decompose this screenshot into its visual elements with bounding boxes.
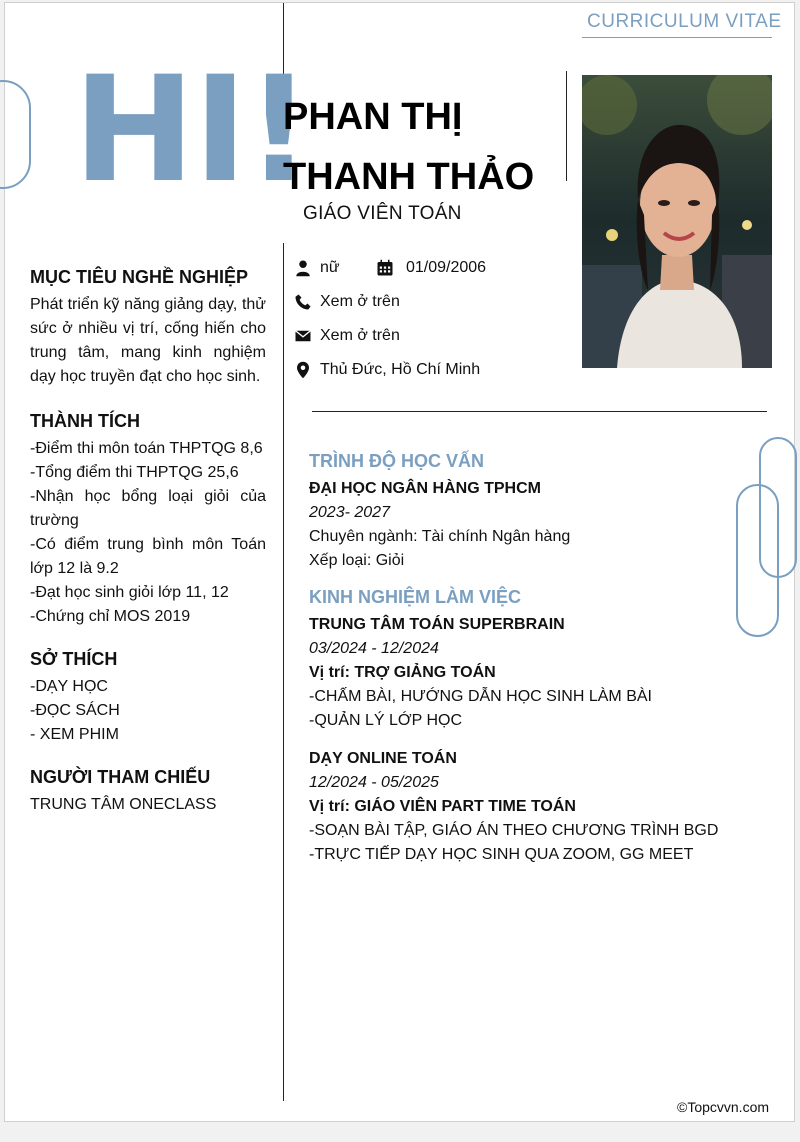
achievement-item: -Chứng chỉ MOS 2019 — [30, 608, 191, 625]
cv-label: CURRICULUM VITAE — [587, 11, 782, 32]
mail-icon — [294, 327, 312, 345]
achievement-item: -Đạt học sinh giỏi lớp 11, 12 — [30, 584, 229, 601]
location-pin-icon — [294, 361, 312, 379]
cv-label-underline — [582, 37, 772, 38]
email-value: Xem ở trên — [320, 327, 400, 344]
achievements-list — [30, 437, 266, 629]
footer-copyright: ©Topcvvn.com — [677, 1099, 770, 1115]
achievement-item: -Tổng điểm thi THPTQG 25,6 — [30, 464, 239, 481]
job-position: GIÁO VIÊN TOÁN — [303, 203, 462, 224]
achievements-title: THÀNH TÍCH — [30, 411, 140, 431]
job-company: DẠY ONLINE TOÁN — [309, 750, 457, 767]
experience-title: KINH NGHIỆM LÀM VIỆC — [309, 587, 522, 607]
job-task: -CHẤM BÀI, HƯỚNG DẪN HỌC SINH LÀM BÀI — [309, 688, 652, 705]
education-title: TRÌNH ĐỘ HỌC VẤN — [309, 451, 484, 471]
objective-title: MỤC TIÊU NGHỀ NGHIỆP — [30, 267, 249, 287]
decorative-clip-left — [0, 80, 31, 189]
references-text: TRUNG TÂM ONECLASS — [30, 796, 217, 813]
job-company: TRUNG TÂM TOÁN SUPERBRAIN — [309, 616, 565, 633]
job-task: -QUẢN LÝ LỚP HỌC — [309, 712, 463, 729]
hobby-item: -ĐỌC SÁCH — [30, 702, 120, 719]
contact-divider-line — [312, 411, 767, 412]
job-entry — [309, 613, 779, 733]
job-entry — [309, 747, 779, 867]
hobby-item: - XEM PHIM — [30, 726, 119, 743]
birthday-value: 01/09/2006 — [406, 259, 487, 276]
left-column — [30, 265, 266, 817]
achievement-item: -Điểm thi môn toán THPTQG 8,6 — [30, 440, 263, 457]
right-column — [309, 449, 779, 867]
address-value: Thủ Đức, Hồ Chí Minh — [320, 361, 481, 378]
job-task: -SOẠN BÀI TẬP, GIÁO ÁN THEO CHƯƠNG TRÌNH BGD — [309, 822, 719, 839]
email-row — [294, 323, 486, 349]
name-line-1: PHAN THỊ — [283, 96, 463, 138]
address-row — [294, 357, 486, 383]
achievement-item: -Có điểm trung bình môn Toán lớp 12 là 9.2 — [30, 536, 266, 577]
candidate-name — [283, 87, 568, 207]
education-grade: Xếp loại: Giỏi — [309, 552, 405, 569]
cv-page — [4, 2, 795, 1122]
name-line-2: THANH THẢO — [283, 156, 535, 198]
job-role: Vị trí: GIÁO VIÊN PART TIME TOÁN — [309, 798, 576, 815]
hobby-item: -DẠY HỌC — [30, 678, 108, 695]
gender-birthday-row — [294, 255, 486, 281]
education-years: 2023- 2027 — [309, 504, 390, 521]
profile-photo-illustration — [582, 75, 772, 368]
job-period: 12/2024 - 05/2025 — [309, 774, 439, 791]
hobbies-list — [30, 675, 266, 747]
calendar-icon — [376, 259, 394, 277]
job-period: 03/2024 - 12/2024 — [309, 640, 439, 657]
column-divider-line — [283, 243, 284, 1101]
phone-icon — [294, 293, 312, 311]
achievement-item: -Nhận học bổng loại giỏi của trường — [30, 488, 266, 529]
contact-section — [294, 255, 486, 383]
references-title: NGƯỜI THAM CHIẾU — [30, 767, 211, 787]
phone-value: Xem ở trên — [320, 293, 400, 310]
education-school: ĐẠI HỌC NGÂN HÀNG TPHCM — [309, 480, 541, 497]
job-task: -TRỰC TIẾP DẠY HỌC SINH QUA ZOOM, GG MEET — [309, 846, 694, 863]
gender-value: nữ — [320, 259, 340, 276]
person-icon — [294, 259, 312, 277]
job-role: Vị trí: TRỢ GIẢNG TOÁN — [309, 664, 496, 681]
phone-row — [294, 289, 486, 315]
greeting-heading: HI! — [73, 45, 311, 215]
hobbies-title: SỞ THÍCH — [30, 649, 118, 669]
education-major: Chuyên ngành: Tài chính Ngân hàng — [309, 528, 571, 545]
profile-photo — [582, 75, 772, 368]
objective-text: Phát triển kỹ năng giảng dạy, thử sức ở nhiều vị trí, cống hiến cho trung tâm, mang kinh nghiệm dạy học truyền đạt cho học sinh. — [30, 296, 266, 385]
